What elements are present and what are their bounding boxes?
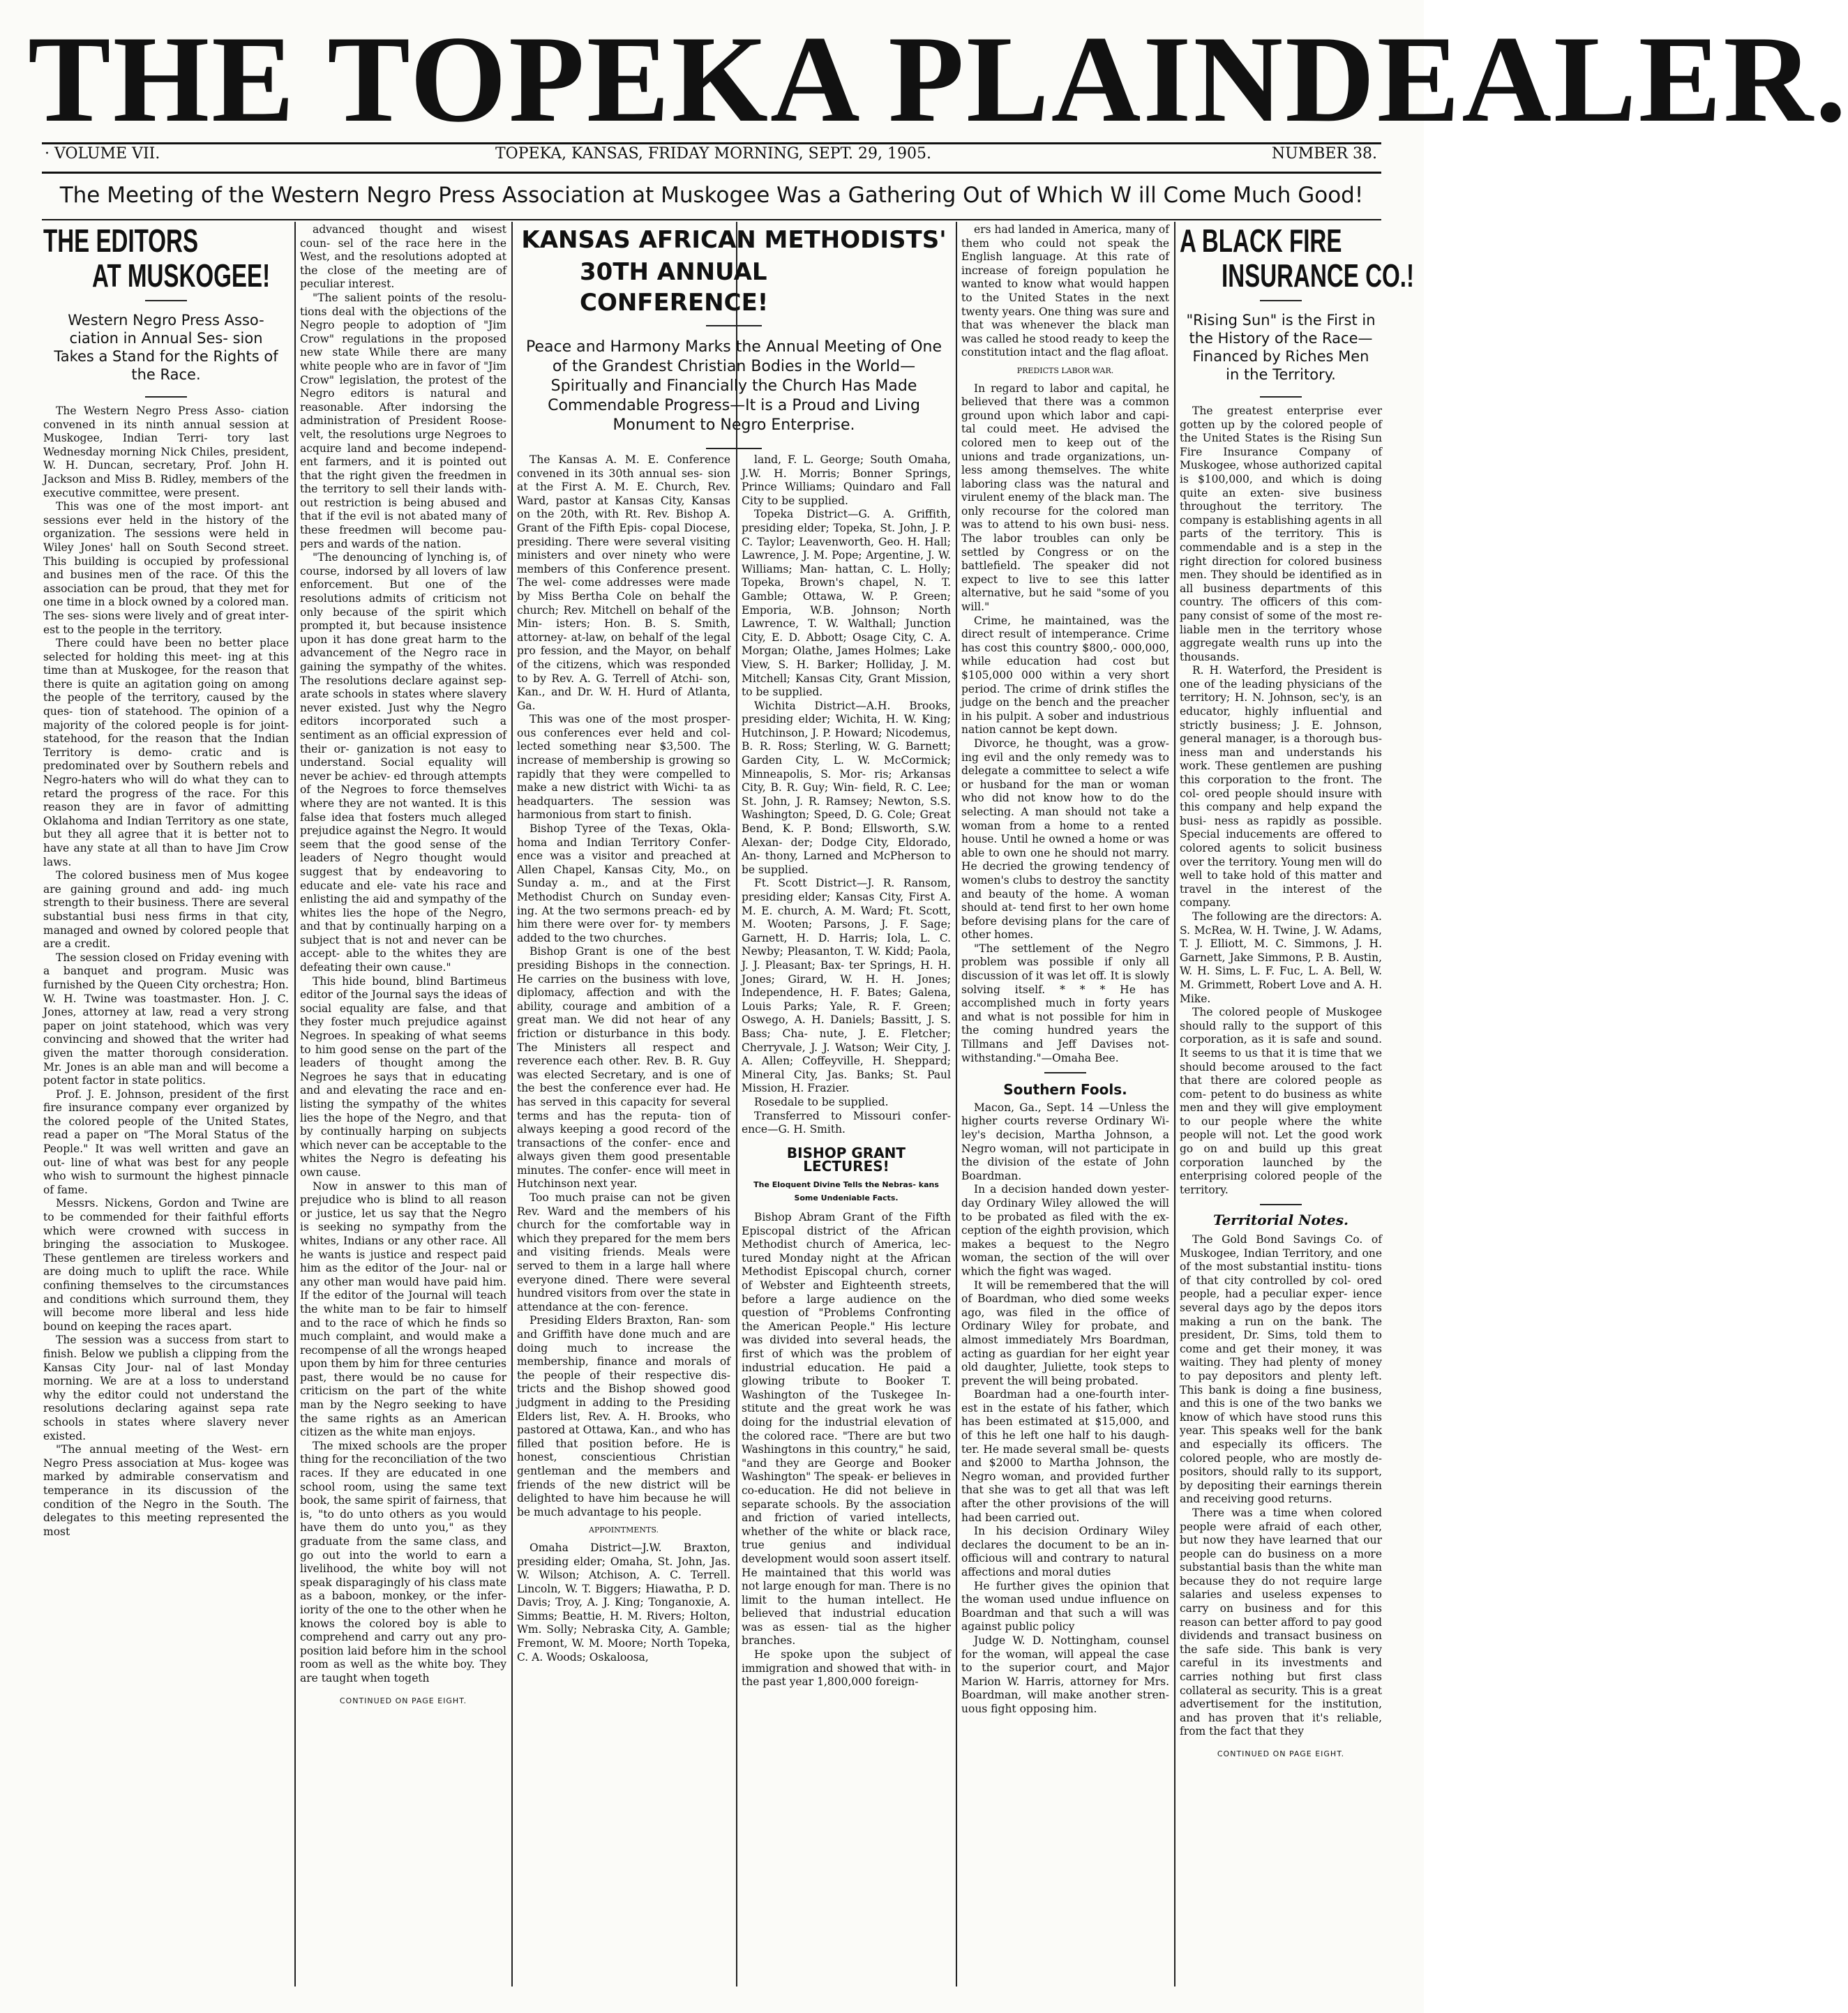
divider [706,448,762,449]
headline: A BLACK FIRE [1180,223,1342,259]
paragraph: Prof. J. E. Johnson, president of the first fire insurance company ever organized by the colored people of the United States, read a paper on "The Moral Status of the People." It was well written and gave an out- line of what was best for any people who wish to surmount the highest pinnacle of fame. [43,1087,289,1196]
paragraph: Judge W. D. Nottingham, counsel for the woman, will appeal the case to the superior court, and Major Marion W. Harris, attorney for Mrs. Boardman, will make another stren- uous fight opposing him. [961,1634,1169,1715]
masthead-rule-bottom [42,172,1381,174]
paragraph: Transferred to Missouri confer- ence—G. H. Smith. [742,1109,951,1136]
divider [1260,1204,1302,1205]
paragraph: Boardman had a one-fourth inter- est in the estate of his father, which has been estimated at $15,000, and of this he left one half to his daugh- ter. He made several small be- quests and $2000 to Martha Johnson, the Negro woman, and provided further that she was to get all that was left after the other provisions of the will had been carried out. [961,1388,1169,1524]
article-appointments-and-lecture [742,453,951,1981]
divider [1044,1072,1086,1073]
paragraph: Now in answer to this man of prejudice who is blind to all reason or justice, let us say that the Negro is seeking no sympathy from the whites, Indians or any other race. All he wants is justice and respect paid him as the editor of the Jour- nal or any other man would have paid him. If the editor of the Journal will teach the white man to be fair to himself and to the race of which he finds so much complaint, and would make a recompense of all the wrongs heaped upon them by him for three centuries past, there would be no cause for criticism on the part of the white man by the Negro seeking to have the same rights as an American citizen as the white man enjoys. [300,1179,506,1439]
paragraph: This hide bound, blind Bartimeus editor of the Journal says the ideas of social equality are false, and that they foster much prejudice against Negroes. In speaking of what seems to him good sense on the part of the leaders of thought among the Negroes he says that in educating and and elevating the race and en- listing the sympathy of the whites lies the hope of the Negro, and that by continually harping on subjects which never can be acceptable to the whites the Negro is defeating his own cause. [300,974,506,1179]
center-headline-block [517,223,951,453]
column-rule [736,222,737,1986]
divider [145,396,187,398]
deck: "Rising Sun" is the First in the History of the Race— Financed by Riches Men in the Territory. [1186,312,1376,383]
paragraph: There was a time when colored people were afraid of each other, but now they have learned that our people can do business on a more substantial basis than the white man because they do not require large salaries and useless expenses to carry on business and for this reason can better afford to pay good dividends and transact business on the safe side. This bank is very careful in its investments and carries nothing but first class collateral as security. This is a great advertisement for the institution, and has proven that it's reliable, from the fact that they [1180,1506,1382,1738]
banner-rule [42,219,1381,220]
paragraph: Bishop Grant is one of the best presiding Bishops in the connection. He carries on the business with love, diplomacy, affection and with the ability, courage and ambition of a great man. We did not hear of any friction or disturbance in this body. The Ministers all respect and reverence each other. Rev. B. R. Guy was elected Secretary, and is one of the best the conference ever had. He has served in this capacity for several terms and has the reputa- tion of always keeping a good record of the transactions of the confer- ence and always given them good presentable minutes. The confer- ence will meet in Hutchinson next year. [517,945,730,1191]
paragraph: The Western Negro Press Asso- ciation convened in its ninth annual session at Muskogee, Indian Terri- tory last Wednesday morning Nick Chiles, president, W. H. Duncan, secretary, Prof. John H. Jackson and Miss B. Ridley, members of the executive committee, were present. [43,405,289,499]
paragraph: Wichita District—A.H. Brooks, presiding elder; Wichita, H. W. King; Hutchinson, J. P. Howard; Nicodemus, B. R. Ross; Sterling, W. G. Barnett; Garden City, L. W. McCormick; Minneapolis, S. Mor- ris; Arkansas City, B. R. Guy; Win- field, R. C. Lee; St. John, J. R. Ramsey; Newton, S.S. Washington; Speed, D. G. Cole; Great Bend, K. P. Bond; Ellsworth, S.W. Alexan- der; Dodge City, Eldorado, An- thony, Larned and McPherson to be supplied. [742,699,951,876]
article-ame-conference [517,453,730,1981]
headline: THE EDITORS [43,223,199,259]
paragraph: Rosedale to be supplied. [754,1095,889,1108]
paragraph: It will be remembered that the will of Boardman, who died some weeks ago, was filed in the office of Ordinary Wiley for probate, and almost immediately Mrs Boardman, acting as guardian for her eight year old daughter, Juliette, took steps to prevent the will being probated. [961,1279,1169,1387]
divider [706,325,762,326]
dateline-bar [42,145,1381,173]
paragraph: Crime, he maintained, was the direct result of intemperance. Crime has cost this country $800,- 000,000, while education had cost but $105,000 000 within a very short period. The crime of drink stifles the judge on the bench and the preacher in his pulpit. A sober and industrious nation cannot be kept down. [961,614,1169,737]
paragraph: There could have been no better place selected for holding this meet- ing at this time than at Muskogee, for the reason that there is quite an agitation going on among the people of the territory, caused by the ques- tion of statehood. The opinion of a majority of the colored people is for joint-statehood, for the reason that the Indian Territory is demo- cratic and is predominated over by Southern rebels and Negro-haters who will do what they can to retard the progress of the race. For this reason they are in favor of admitting Oklahoma and Indian Territory as one state, but they all agree that it is better not to have any state at all than to have Jim Crow laws. [43,637,289,868]
paragraph: The Gold Bond Savings Co. of Muskogee, Indian Territory, and one of the most substantial institu- tions of that city controlled by col- ored people, had a peculiar exper- ience several days ago by the depos itors making a run on the bank. The president, Dr. Sims, told them to come and get their money, it was waiting. They had plenty of money to pay depositors and plenty left. This bank is doing a fine business, and this is one of the two banks we know of which have stood runs this year. This speaks well for the bank and especially its officers. The colored people, who are mostly de- positors, should rally to its support, by depositing their earnings therein and receiving good returns. [1180,1233,1382,1506]
headline: KANSAS AFRICAN METHODISTS' [521,226,947,254]
paragraph: In his decision Ordinary Wiley declares the document to be an in- officious will and contrary to natural affections and moral duties [961,1525,1169,1578]
paragraph: He further gives the opinion that the woman used undue influence on Boardman and that such a will was against public policy [961,1579,1169,1634]
section-heading: PREDICTS LABOR WAR. [1016,365,1114,375]
paragraph: "The salient points of the resolu- tions deal with the objections of the Negro people to adoption of "Jim Crow" regulations in the proposed new state While there are many white people who are in favor of "Jim Crow" legislation, the protest of the Negro editors is natural and reasonable. After indorsing the administration of President Roose- velt, the resolutions urge Negroes to acquire land and become independ- ent farmers, and it is pointed out that the right given the freedmen in the territory to sell their lands with- out restriction is being abused and that if the evil is not abated many of these freedmen will become pau- pers and wards of the nation. [300,291,506,550]
section-heading: APPOINTMENTS. [589,1525,659,1535]
paragraph: "The settlement of the Negro problem was possible if only all discussion of it was let off. It is slowly solving itself. * * * He has accomplished much in forty years and what is not possible for him in the coming hundred years the Tillmans and Jeff Davises not- withstanding."—Omaha Bee. [961,942,1169,1064]
paragraph: Omaha District—J.W. Braxton, presiding elder; Omaha, St. John, Jas. W. Wilson; Atchison, A. C. Terrell. Lincoln, W. T. Biggers; Hiawatha, P. D. Davis; Troy, A. J. King; Tonganoxie, A. Simms; Beattie, H. M. Rivers; Holton, Wm. Solly; Nebraska City, A. Gamble; Fremont, W. M. Moore; North Topeka, C. A. Woods; Oskaloosa, [517,1541,730,1664]
paragraph: Ft. Scott District—J. R. Ransom, presiding elder; Kansas City, First A. M. E. church, A. M. Ward; Ft. Scott, M. Wooten; Parsons, J. F. Sage; Garnett, H. D. Harris; Iola, L. C. Newby; Pleasanton, T. W. Kidd; Paola, J. J. Pleasant; Bax- ter Springs, H. H. Jones; Girard, W. H. H. Jones; Independence, H. F. Bates; Galena, Louis Parks; Yale, R. F. Green; Oswego, A. H. Daniels; Bassitt, J. S. Bass; Cha- nute, J. E. Fletcher; Cherryvale, J. J. Watson; Weir City, J. A. Allen; Coffeyville, H. Sheppard; Mineral City, Jas. Banks; St. Paul Mission, H. Frazier. [742,877,951,1095]
masthead-rule-top [42,142,1381,144]
paragraph: The mixed schools are the proper thing for the reconciliation of the two races. If they are educated in one school room, using the same text book, the same spirit of fairness, that is, "to do unto others as you would have them do unto you," as they graduate from the same class, and go out into the world to earn a livelihood, the white boy will not speak disparagingly of his class mate as a baboon, monkey, or the infer- iority of the one to the other when he knows the colored boy is able to comprehend and carry out any pro- position laid before him in the school room as well as the white boy. They are taught when togeth [300,1439,506,1684]
headline: 30TH ANNUAL CONFERENCE! [580,258,769,317]
paragraph: Macon, Ga., Sept. 14 —Unless the higher courts reverse Ordinary Wi- ley's decision, Martha Johnson, a Negro woman, will not participate in the division of the estate of John Boardman. [961,1101,1169,1182]
paragraph: Divorce, he thought, was a grow- ing evil and the only remedy was to delegate a committee to select a wife or husband for the man or woman who did not know how to do the selecting. A man should not take a woman from a home to a rented house. Until he owned a home or was able to own one he should not marry. He decried the growing tendency of women's clubs to destroy the sanctity and beauty of the home. A woman should at- tend first to her own home before devising plans for the care of other homes. [961,737,1169,942]
section-headline: Territorial Notes. [1212,1212,1349,1229]
article-continuation [300,223,506,1981]
paragraph: Messrs. Nickens, Gordon and Twine are to be commended for their faithful efforts which were crowned with success in bringing the association to Muskogee. These gentlemen are tireless workers and are doing much to uplift the race. While confining themselves to the circumstances and conditions which surround them, they will become more liberal and less hide bound on keeping the races apart. [43,1197,289,1333]
paragraph: This was one of the most prosper- ous conferences ever held and col- lected something near $3,500. The increase of membership is growing so rapidly that they were compelled to make a new district with Wichi- ta as headquarters. The session was harmonious from start to finish. [517,713,730,822]
column-rule [1174,222,1175,1986]
paragraph: The colored people of Muskogee should rally to the support of this corporation, as it is safe and sound. It seems to us that it is time that we should become aroused to the fact that there are colored people as com- petent to do business as white men and they will give employment to our people where the white people will not. Let the good work go on and build up this great corporation launched by the enterprising colored people of the territory. [1180,1006,1382,1196]
article-lecture-continued [961,223,1169,1981]
paragraph: Topeka District—G. A. Griffith, presiding elder; Topeka, St. John, J. P. C. Taylor; Leavenworth, Geo. H. Hall; Lawrence, J. M. Pope; Argentine, J. W. Williams; Man- hattan, C. L. Holly; Topeka, Brown's chapel, N. T. Gamble; Ottawa, W. P. Green; Emporia, W.B. Johnson; North Lawrence, T. W. Walthall; Junction City, E. D. Abbott; Osage City, C. A. Morgan; Olathe, James Holmes; Lake View, S. H. Barker; Holliday, J. M. Mitchell; Kansas City, Grant Mission, to be supplied. [742,508,951,699]
paragraph: Too much praise can not be given Rev. Ward and the members of his church for the comfortable way in which they prepared for the mem bers and visiting friends. Meals were served to them in a large hall where everyone dined. There were several hundred visitors from over the state in attendance at the con- ference. [517,1191,730,1313]
paragraph: This was one of the most import- ant sessions ever held in the history of the organization. The sessions were held in Wiley Jones' hall on South Second street. This building is occupied by professional and busines men of the race. Of this the association can be proud, that they met for one time in a block owned by a colored man. The ses- sions were lively and of great inter- est to the people in the territory. [43,500,289,636]
volume-label: · VOLUME VII. [45,145,160,163]
divider [1260,300,1302,301]
paragraph: Bishop Abram Grant of the Fifth Episcopal district of the African Methodist church of America, lec- tured Monday night at the African Methodist Episcopal church, corner of Webster and Eighteenth streets, before a large audience on the question of "Problems Confronting the American People." His lecture was divided into several heads, the first of which was the problem of industrial education. He paid a glowing tribute to Booker T. Washington of the Tuskegee In- stitute and the great work he was doing for the industrial elevation of the colored race. "There are but two Washingtons in this country," he said, "and they are George and Booker Washington" The speak- er believes in co-education. He did not believe in separate schools. By the association and friction of varied intellects, whether of the white or black race, true genius and individual development would soon assert itself. He maintained that this world was not large enough for man. There is no limit to the human intellect. He believed that industrial education was as essen- tial as the higher branches. [742,1211,951,1648]
paragraph: In a decision handed down yester- day Ordinary Wiley allowed the will to be probated as filed with the ex- ception of the eighth provision, which makes a bequest to the Negro woman, the section of the will over which the fight was waged. [961,1183,1170,1278]
deck: Western Negro Press Asso- ciation in Annual Ses- sion Takes a Stand for the Rights of the Race. [54,312,278,383]
headline: INSURANCE CO.! [1222,257,1415,294]
section-headline: BISHOP GRANT LECTURES! [786,1144,906,1175]
paragraph: In regard to labor and capital, he believed that there was a common ground upon which labor and capi- tal could meet. He advised the colored men to keep out of the unions and trade organizations, un- less among themselves. The white laboring class was the natural and virulent enemy of the black man. The only recourse for the colored man was to attend to his own busi- ness. The labor troubles can only be settled by Congress or on the battlefield. The speaker did not expect to live to see this latter alternative, but he said "some of you will." [961,382,1169,614]
issue-date: TOPEKA, KANSAS, FRIDAY MORNING, SEPT. 29, 1905. [495,145,931,163]
newspaper-title: THE TOPEKA PLAINDEALER. [28,10,1848,148]
paragraph: "The denouncing of lynching is, of course, indorsed by all lovers of law enforcement. But one of the resolutions admits of criticism not only because of the spirit which prompted it, but because insistence upon it has done great harm to the advancement of the Negro race in gaining the sympathy of the whites. The resolutions declare against sep- arate schools in states where slavery never existed. Just why the Negro editors incorporated such a sentiment as an official expression of their or- ganization is not easy to understand. Social equality will never be achiev- ed through attempts of the Negroes to force themselves where they are not wanted. It is this false idea that fosters much alleged prejudice against the Negro. It would seem that the good sense of the leaders of Negro thought would suggest that by endeavoring to educate and ele- vate his race and enlisting the aid and sympathy of the whites lies the hope of the Negro, and that by continually harping on a subject that is not and never can be accept- able to the whites they are defeating their own cause." [300,551,506,974]
paragraph: "The annual meeting of the West- ern Negro Press association at Mus- kogee was marked by admirable conservatism and temperance in its discussion of the condition of the Negro in the South. The delegates to this meeting represented the most [43,1443,289,1538]
paragraph: ers had landed in America, many of them who could not speak the English language. At this rate of increase of foreign population he wanted to know what would happen to the United States in the next twenty years. One thing was sure and that was whenever the black man was called he stood ready to keep the constitution intact and the flag afloat. [961,223,1169,359]
paragraph: The greatest enterprise ever gotten up by the colored people of the United States is the Rising Sun Fire Insurance Company of Muskogee, whose authorized capital is $100,000, and which is doing quite an exten- sive business throughout the territory. The company is establishing agents in all parts of the territory. This is commendable and is a step in the right direction for colored business men. They should be identified as in all business departments of this country. The officers of this com- pany consist of some of the most re- liable men in the territory whose aggregate wealth runs up into the thousands. [1180,405,1382,663]
banner-headline: The Meeting of the Western Negro Press Association at Muskogee Was a Gathering Out of Which W ill Come Much Good! [59,183,1364,208]
paragraph: The Kansas A. M. E. Conference convened in its 30th annual ses- sion at the First A. M. E. Church, Rev. Ward, pastor at Kansas City, Kansas on the 20th, with Rt. Rev. Bishop A. Grant of the Fifth Epis- copal Diocese, presiding. There were several visiting ministers and over ninety who were members of this Conference present. The wel- come addresses were made by Miss Bertha Cole on behalf the church; Rev. Mitchell on behalf of the Min- isters; Hon. B. S. Smith, attorney- at-law, on behalf of the legal pro fession, and the Mayor, on behalf of the citizens, which was responded to by Rev. A. G. Terrell of Atchi- son, Kan., and Dr. W. H. Hurd of Atlanta, Ga. [517,453,730,712]
continued-notice: CONTINUED ON PAGE EIGHT. [339,1696,467,1705]
section-deck: The Eloquent Divine Tells the Nebras- kans Some Undeniable Facts. [753,1179,939,1203]
paragraph: The session was a success from start to finish. Below we publish a clipping from the Kansas City Jour- nal of last Monday morning. We are at a loss to understand why the editor could not understand the resolutions declaring against sepa rate schools in states where slavery never existed. [43,1334,289,1442]
issue-number: NUMBER 38. [1271,145,1377,163]
article-black-fire-insurance [1180,223,1415,1981]
paragraph: The colored business men of Mus kogee are gaining ground and add- ing much strength to their business. There are several substantial busi ness firms in that city, managed and owned by colored people that are a credit. [43,869,289,951]
paragraph: advanced thought and wisest coun- sel of the race here in the West, and the resolutions adopted at the close of the meeting are of peculiar interest. [300,223,506,291]
deck: Peace and Harmony Marks the Annual Meeting of One of the Grandest Christian Bodies in the World— Spiritually and Financially the Church Has Made Commendable Progress—It is a Proud and Living Monument to Negro Enterprise. [526,338,942,434]
divider [145,300,187,301]
column-rule [294,222,296,1986]
paragraph: He spoke upon the subject of immigration and showed that with- in the past year 1,800,000 foreign- [742,1648,951,1689]
paragraph: The session closed on Friday evening with a banquet and program. Music was furnished by the Queen City orchestra; Hon. W. H. Twine was toastmaster. Hon. J. C. Jones, attorney at law, read a very strong paper on joint statehood, which was very convincing and showed that the writer had given the matter thorough consideration. Mr. Jones is an able man and will become a potent factor in state politics. [43,951,289,1087]
paragraph: land, F. L. George; South Omaha, J.W. H. Morris; Bonner Springs, Prince Williams; Quindaro and Fall City to be supplied. [742,453,951,507]
article-editors-at-muskogee [43,223,289,1981]
section-headline: Southern Fools. [1003,1081,1127,1099]
masthead [28,10,1848,159]
column-rule [956,222,957,1986]
paragraph: The following are the directors: A. S. McRea, W. H. Twine, J. W. Adams, T. J. Elliott, M. C. Simmons, J. H. Garnett, Jake Simmons, P. B. Austin, W. H. Sims, L. F. Fuc, L. A. Bell, W. M. Grimmett, Robert Love and A. H. Mike. [1180,910,1382,1005]
divider [1260,396,1302,398]
paragraph: Presiding Elders Braxton, Ran- som and Griffith have done much and are doing much to increase the membership, finance and morals of the people of their respective dis- tricts and the Bishop showed good judgment in adding to the Presiding Elders list, Rev. A. H. Brooks, who pastored at Ottawa, Kan., and who has filled that position before. He is honest, conscientious Christian gentleman and the members and friends of the new district will be delighted to have him because he will be much advantage to his people. [517,1314,730,1518]
paragraph: Bishop Tyree of the Texas, Okla- homa and Indian Territory Confer- ence was a visitor and preached at Allen Chapel, Kansas City, Mo., on Sunday a. m., and at the First Methodist Church on Sunday even- ing. At the two sermons preach- ed by him there were over for- ty members added to the two churches. [517,822,730,944]
column-rule [511,222,513,1986]
continued-notice: CONTINUED ON PAGE EIGHT. [1217,1749,1345,1758]
headline: AT MUSKOGEE! [92,257,271,294]
paragraph: R. H. Waterford, the President is one of the leading physicians of the territory; H. N. Johnson, sec'y, is an educator, highly influential and strictly business; J. E. Johnson, general manager, is a thorough bus- iness man and understands his work. These gentlemen are pushing this corporation to the front. The col- ored people should insure with this company and help expand the busi- ness as rapidly as possible. Special inducements are offered to colored agents to solicit business over the territory. Young men will do well to take hold of this matter and travel in the interest of the company. [1180,664,1382,910]
